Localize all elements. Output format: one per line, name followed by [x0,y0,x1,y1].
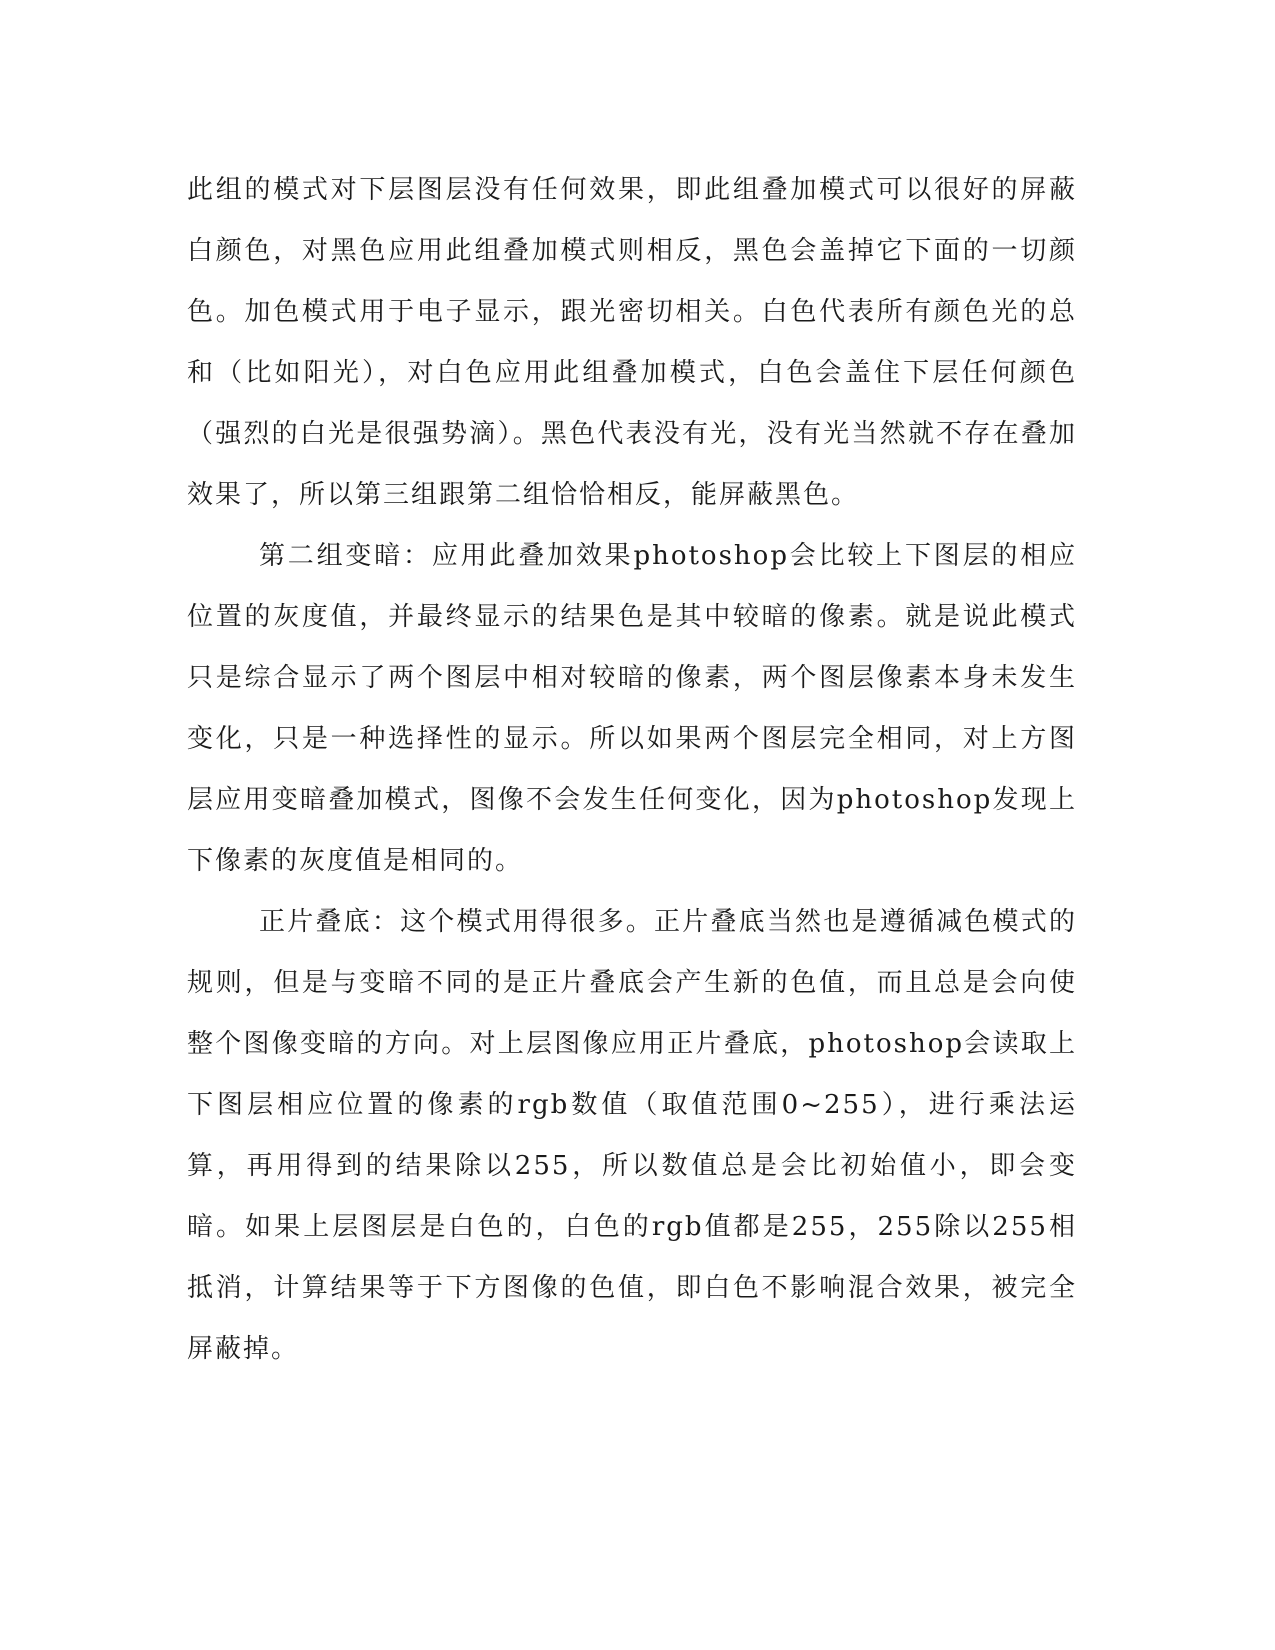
paragraph-continuation: 此组的模式对下层图层没有任何效果，即此组叠加模式可以很好的屏蔽白颜色，对黑色应用此组叠加模式则相反，黑色会盖掉它下面的一切颜色。加色模式用于电子显示，跟光密切相关。白色代表所有颜色光的总和（比如阳光），对白色应用此组叠加模式，白色会盖住下层任何颜色（强烈的白光是很强势滴）。黑色代表没有光，没有光当然就不存在叠加效果了，所以第三组跟第二组恰恰相反，能屏蔽黑色。 [187,175,1077,510]
paragraph-darken-group: 第二组变暗：应用此叠加效果photoshop会比较上下图层的相应位置的灰度值，并最终显示的结果色是其中较暗的像素。就是说此模式只是综合显示了两个图层中相对较暗的像素，两个图层像素本身未发生变化，只是一种选择性的显示。所以如果两个图层完全相同，对上方图层应用变暗叠加模式，图像不会发生任何变化，因为photoshop发现上下像素的灰度值是相同的。 [187,541,1077,876]
paragraph-multiply: 正片叠底：这个模式用得很多。正片叠底当然也是遵循减色模式的规则，但是与变暗不同的是正片叠底会产生新的色值，而且总是会向使整个图像变暗的方向。对上层图像应用正片叠底，photoshop会读取上下图层相应位置的像素的rgb数值（取值范围0~255），进行乘法运算，再用得到的结果除以255，所以数值总是会比初始值小，即会变暗。如果上层图层是白色的，白色的rgb值都是255，255除以255相抵消，计算结果等于下方图像的色值，即白色不影响混合效果，被完全屏蔽掉。 [187,907,1077,1364]
body-text [187,160,1077,1380]
